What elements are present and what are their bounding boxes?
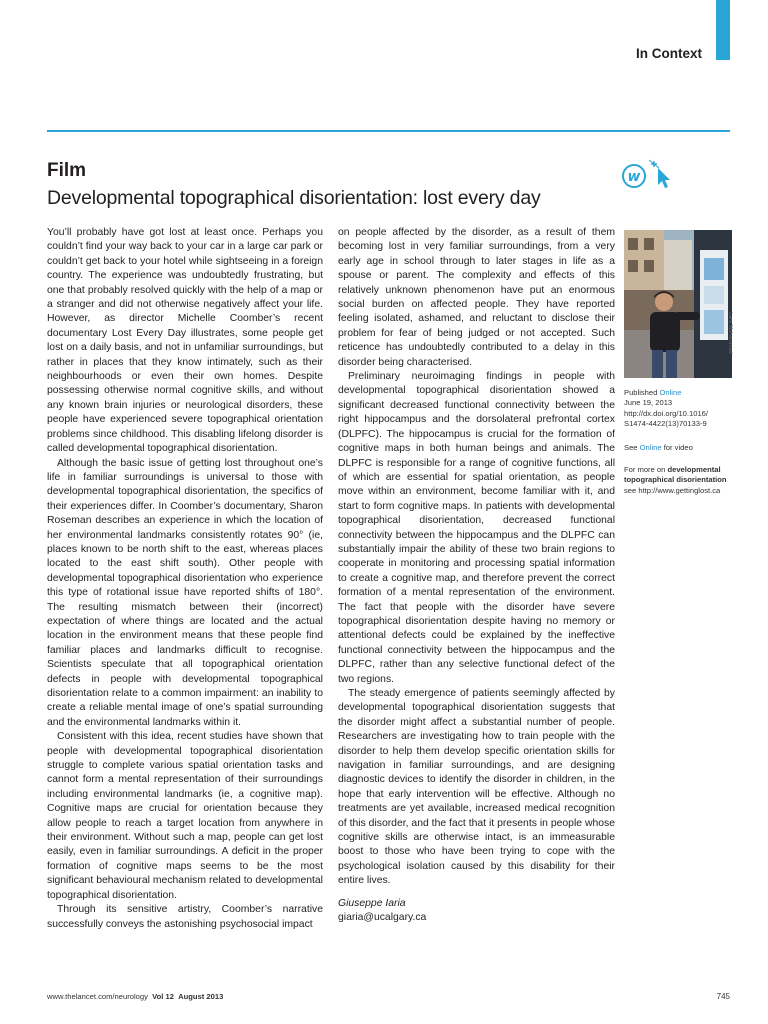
- footer-volume: Vol 12: [152, 992, 174, 1001]
- video-note-prefix: See: [624, 443, 640, 452]
- published-date: June 19, 2013: [624, 398, 673, 408]
- paragraph-4: Through its sensitive artistry, Coomber’s narrative successfully conveys the astonishing psychosocial impact: [47, 904, 323, 930]
- doi-line-2[interactable]: S1474-4422(13)70133-9: [624, 419, 707, 429]
- accent-bar: [716, 0, 730, 60]
- author-email[interactable]: giaria@ucalgary.ca: [338, 912, 427, 924]
- more-info-url[interactable]: see http://www.gettinglost.ca: [624, 485, 721, 495]
- footer-issue-date: August 2013: [178, 992, 224, 1001]
- more-info-note: [624, 465, 734, 496]
- photo-credit: Lara Mohammad: [727, 312, 733, 354]
- header-rule: [47, 130, 730, 132]
- author-name: Giuseppe Iaria: [338, 897, 406, 909]
- section-label: In Context: [636, 46, 702, 61]
- paragraph-2: Although the basic issue of getting lost throughout one’s life in familiar surroundings is universal to those with developmental topographical disorientation, the specifics of their experiences differ. In Coomber’s documentary, Sharon Roseman describes an experience in which the location of her environmental landmarks consistently rotates 90° (ie, places known to be north shift to the east, whereas places located to the east shift south). Other people with developmental topographical disorientation who experience this type of rotational issue have reported shifts of 180°. The resulting mismatch between their (incorrect) expectation of where things are located and the actual location in the environment means that these people find familiar places and landmarks difficult to recognise. Scientists speculate that all topographical orientation defects in people with developmental topographical disorientation relate to a common impairment: an inability to create a reliable mental image of one’s spatial surrounding and the environmental landmarks within it.: [47, 457, 323, 728]
- page-number: 745: [716, 992, 730, 1001]
- published-note: [624, 388, 734, 430]
- article-title: Developmental topographical disorientation: lost every day: [47, 187, 541, 209]
- paragraph-1: You’ll probably have got lost at least once. Perhaps you couldn’t find your way back to your car in a large car park or couldn’t get back to your hotel while sightseeing in a foreign country. The experience was undoubtedly frustrating, but one that probably resolved quickly with the help of a map or a stranger and did not otherwise negatively affect your life. However, as director Michelle Coomber’s recent documentary Lost Every Day illustrates, some people get lost on a daily basis, and not in unfamiliar surroundings, but rather in places that they know intimately, such as their neighbourhoods or even their own homes. Despite possessing otherwise normal cognitive skills, and without any known brain injuries or neurological disorders, these people have experienced severe topographical orientation problems since childhood. This disabling lifelong disorder is called developmental topographical disorientation.: [47, 227, 323, 455]
- video-note: [624, 443, 734, 453]
- article-category: Film: [47, 160, 87, 181]
- published-online-label: Online: [659, 388, 682, 397]
- video-note-suffix: for video: [661, 443, 693, 452]
- footer-journal: [47, 992, 223, 1001]
- published-label: Published: [624, 388, 660, 397]
- doi-line-1[interactable]: http://dx.doi.org/10.1016/: [624, 408, 709, 418]
- article-photo: [624, 230, 732, 378]
- web-extra-cursor-icon[interactable]: [620, 158, 672, 190]
- more-info-topic: developmental topographical disorientation: [624, 465, 727, 485]
- svg-text:w: w: [627, 169, 641, 185]
- article-left-column: [47, 226, 323, 932]
- video-online-link[interactable]: Online: [639, 443, 662, 452]
- footer-url[interactable]: www.thelancet.com/neurology: [47, 992, 148, 1001]
- more-info-prefix: For more on: [624, 465, 668, 474]
- paragraph-3: Consistent with this idea, recent studies have shown that people with developmental topographical disorientation struggle to complete various spatial orientation tasks and cannot form a mental representation of their surroundings including environmental landmarks (ie, a cognitive map). Cognitive maps are crucial for orientation because they allow people to reach a target location from anywhere in their environment. Without such a map, people can get lost easily, even in familiar surroundings. A deficit in the proper formation of cognitive maps seems to be the most significant behavioural mechanism related to developmental topographical disorientation.: [47, 731, 323, 901]
- street-photo-illustration: [624, 230, 732, 378]
- paragraph-6: Preliminary neuroimaging findings in people with developmental topographical disorientation showed a significant decreased functional connectivity between the right hippocampus and the dorsolateral prefrontal cortex (DLPFC). The hippocampus is crucial for the formation of cognitive maps in both human beings and animals. The DLPFC is responsible for a range of cognitive functions, all of which are essential for spatial orientation, as people move within an environment, become familiar with it, and start to form cognitive maps. In patients with developmental topographical disorientation, decreased functional connectivity between the hippocampus and the DLPFC can substantially impair the ability of these two brain regions to cooperate in monitoring and processing spatial information to create a cognitive map, and therefore prevent the correct formation of a mental representation of the environment. The fact that people with the disorder have severe topographical disorientation despite having no memory or attentional defects could be explained by the ineffective functional connectivity between the hippocampus and the DLPFC, rather than any selective functional defect of the two regions.: [338, 371, 615, 685]
- article-right-column: [338, 226, 615, 926]
- paragraph-7: The steady emergence of patients seemingly affected by developmental topographical disorientation suggests that the disorder might affect a substantial number of people. Researchers are investigating how to train people with the disorder to help them develop specific orientation skills for navigation in familiar surroundings, and are designing diagnostic devices to identify the disorder in children, in the hope that early intervention will be effective. Although no treatments are yet available, increased medical recognition of this disorder, and the fact that it presents in people whose cognitive skills are otherwise intact, is an immeasurable boost to those who have been trying to cope with the psychological isolation caused by this disability for their entire lives.: [338, 688, 615, 887]
- paragraph-5: on people affected by the disorder, as a result of them becoming lost in very familiar surroundings, from a very early age in school through to later stages in life as a spouse or parent. The complexity and effects of this relatively unknown phenomenon have put an enormous social burden on affected people. They have reported feeling isolated, ashamed, and reluctant to disclose their problem for fear of being judged or not accepted. Such reticence has undoubtedly contributed to a delay in this disorder being characterised.: [338, 227, 615, 368]
